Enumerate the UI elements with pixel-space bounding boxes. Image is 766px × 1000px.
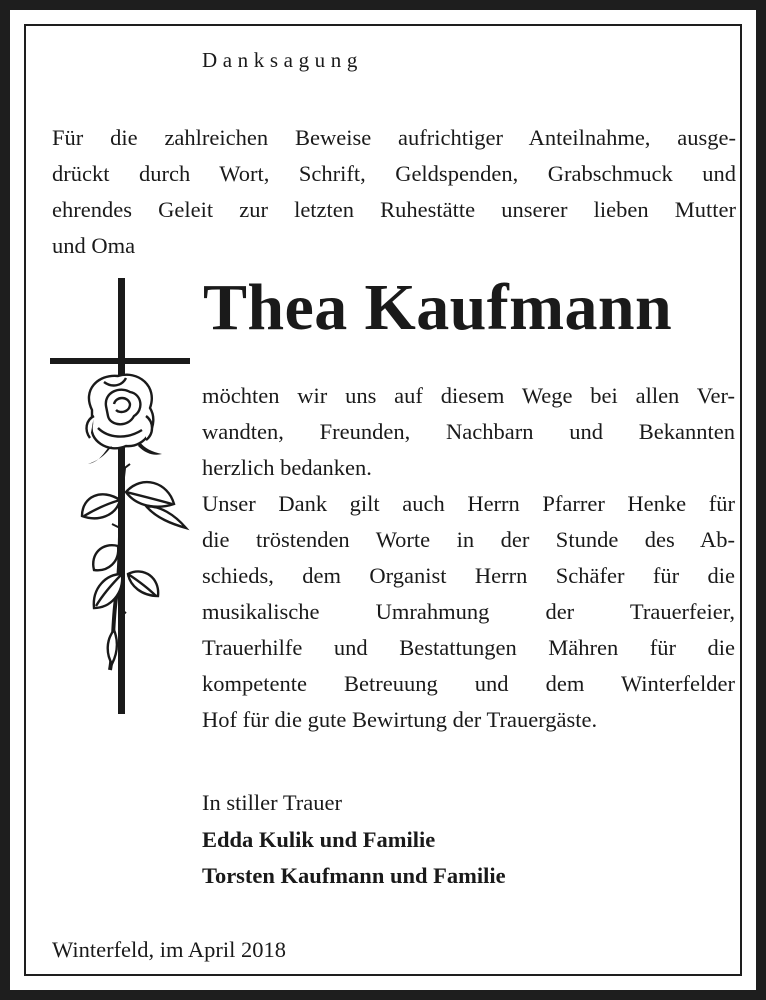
body-line: die tröstenden Worte in der Stunde des Ab- [202, 527, 735, 552]
body-line: Hof für die gute Bewirtung der Trauergäste. [202, 707, 598, 732]
signatory: Torsten Kaufmann und Familie [202, 863, 506, 888]
body-line: kompetente Betreuung und dem Winterfelder [202, 671, 735, 696]
heading-danksagung: Danksagung [202, 48, 363, 72]
intro-paragraph [52, 120, 736, 264]
intro-line: drückt durch Wort, Schrift, Geldspenden, Grabschmuck und [52, 161, 736, 186]
place-and-date: Winterfeld, im April 2018 [52, 937, 287, 962]
intro-line: und Oma [52, 233, 136, 258]
body-line: wandten, Freunden, Nachbarn und Bekannten [202, 419, 735, 444]
closing-phrase: In stiller Trauer [202, 790, 342, 815]
body-line: Trauerhilfe und Bestattungen Mähren für die [202, 635, 735, 660]
body-line: möchten wir uns auf diesem Wege bei allen Ver- [202, 383, 735, 408]
deceased-name: Thea Kaufmann [203, 271, 673, 344]
body-paragraph [202, 378, 735, 738]
intro-line: Für die zahlreichen Beweise aufrichtiger Anteilnahme, ausge- [52, 125, 736, 150]
body-line: musikalische Umrahmung der Trauerfeier, [202, 599, 735, 624]
body-line: schieds, dem Organist Herrn Schäfer für die [202, 563, 735, 588]
cross-with-rose-icon [46, 278, 196, 718]
body-line: herzlich bedanken. [202, 455, 372, 480]
body-line: Unser Dank gilt auch Herrn Pfarrer Henke für [202, 491, 735, 516]
intro-line: ehrendes Geleit zur letzten Ruhestätte unserer lieben Mutter [52, 197, 736, 222]
signatory: Edda Kulik und Familie [202, 827, 436, 852]
